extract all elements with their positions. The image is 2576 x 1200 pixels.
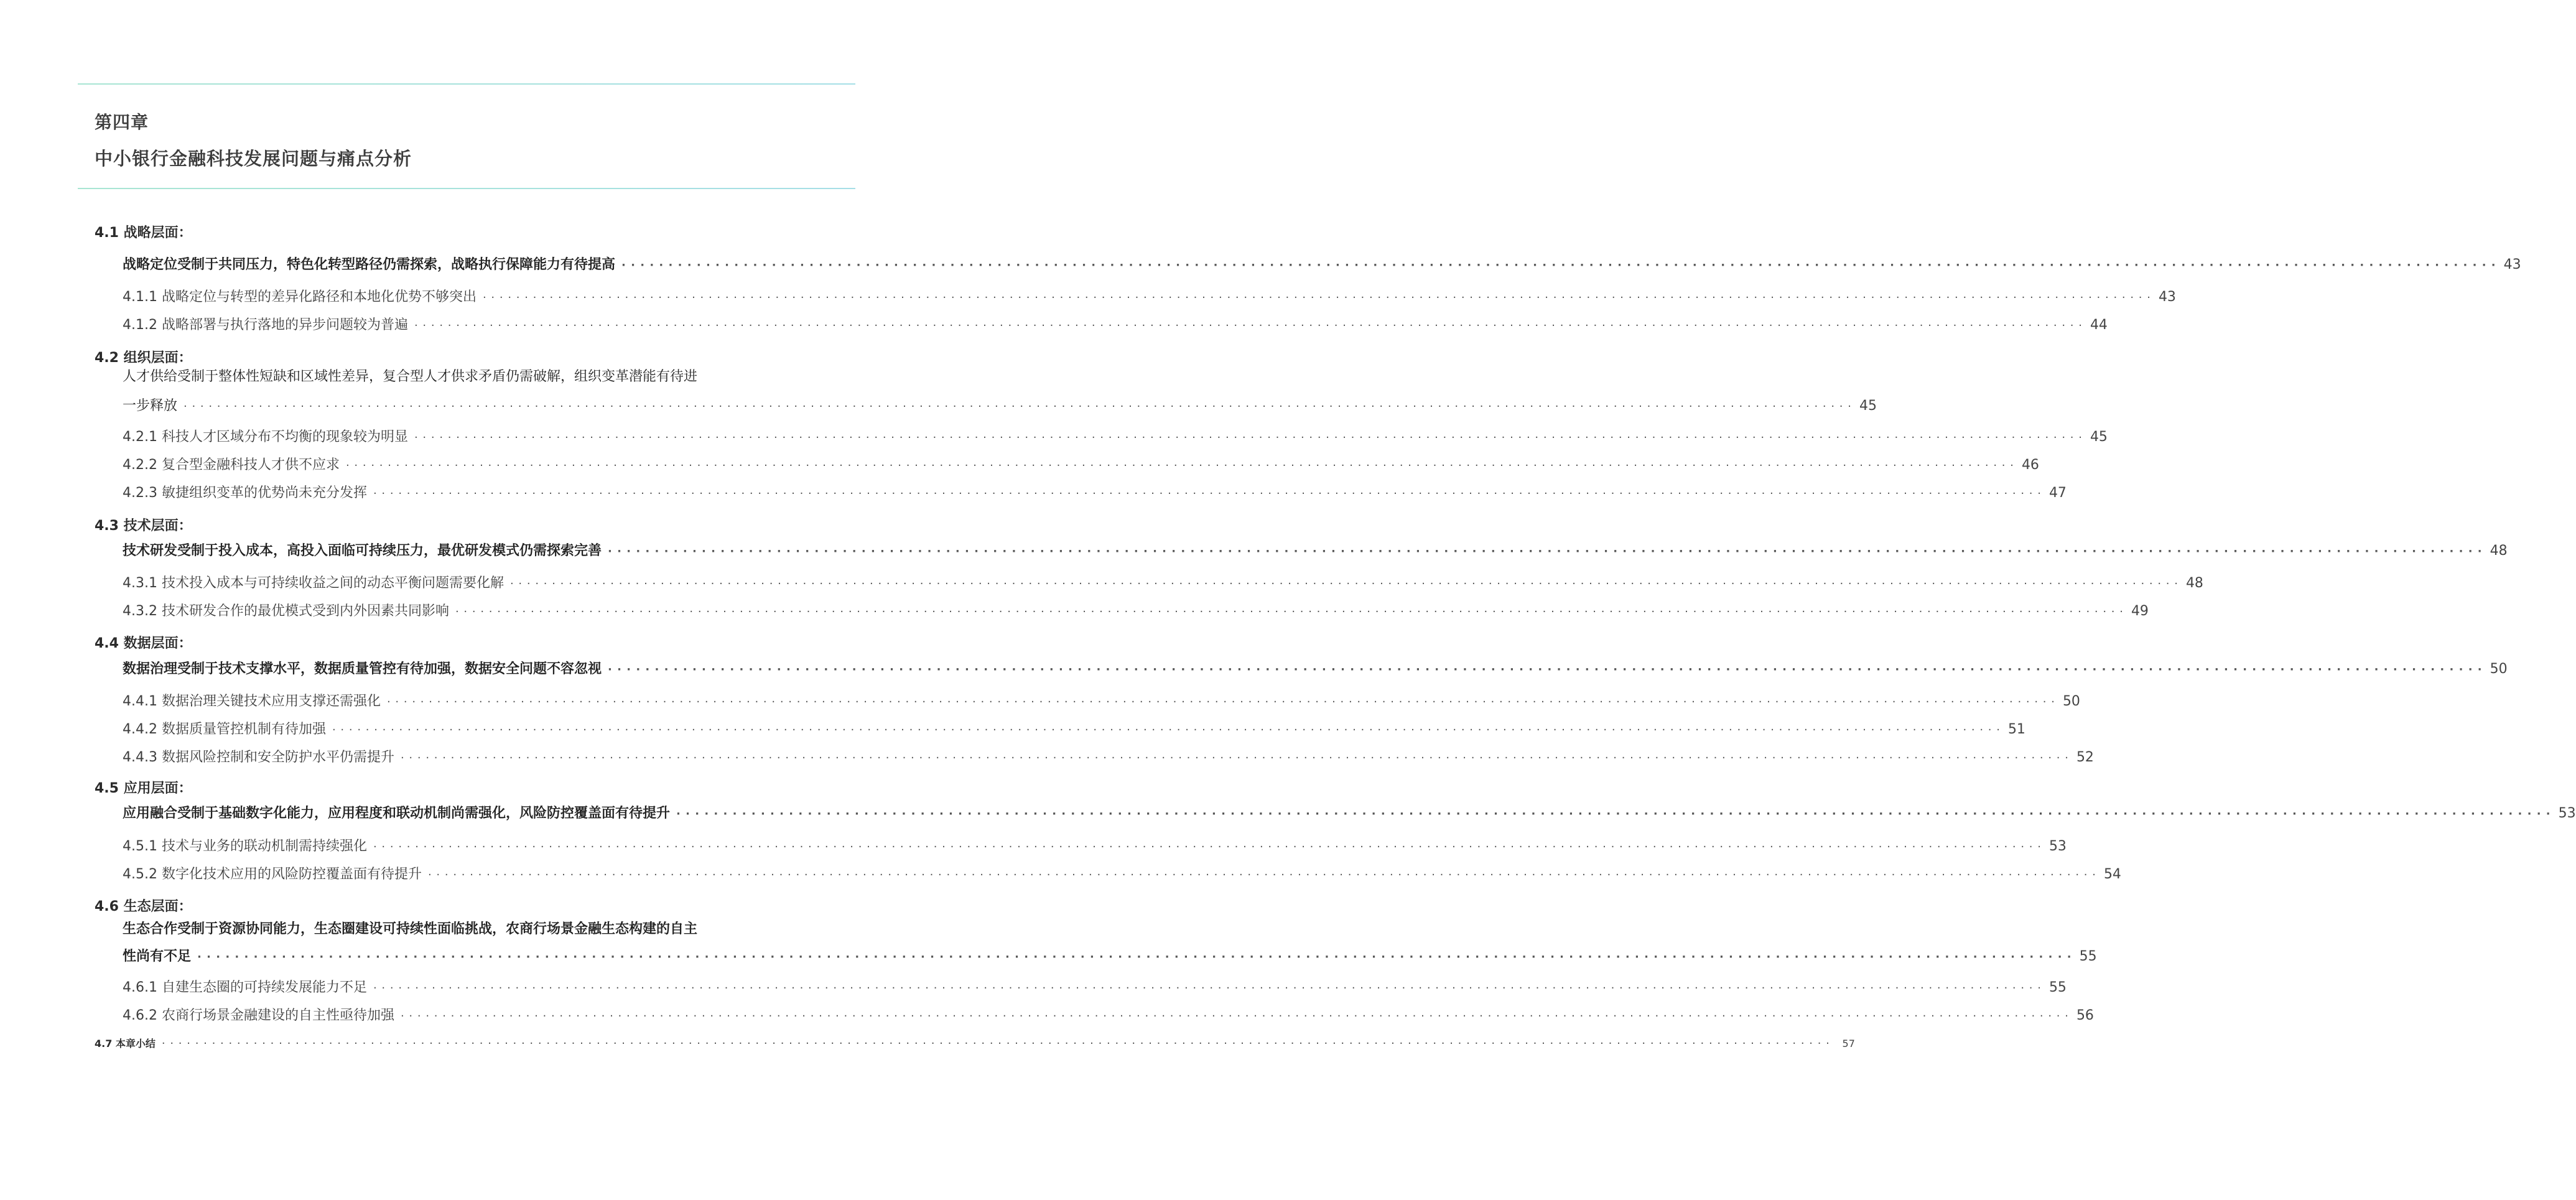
dot-leader: · · · · · · · · · · · · · · · · · · · · · · · · · · · · · · · · · · · · · · · · · · · · · · · · · · · · · · · · · · · · · · · · · · · · · · · · · · · · · · · · · · · · · · · · · · · · · · · · · · · · · · · · · · · · · · · · · · · · · · · · · · · · · · · · · · · · · · · · · · · · · · · · · · · · · · · · · · · · · · · · · · · · · · · · · · · · · · · · · · · · · · · · · · · · · · · · · · · · · · · · [414,319,2083,332]
toc-entry-text: 4.4 数据层面： [95,636,192,651]
toc-entry-text: 技术研发受制于投入成本，高投入面临可持续压力，最优研发模式仍需探索完善 [123,543,602,559]
toc-entry-sub[interactable] [123,747,2094,766]
toc-entry-text: 性尚有不足 [123,949,192,964]
toc-page-number: 44 [2090,317,2108,333]
dot-leader: · · · · · · · · · · · · · · · · · · · · · · · · · · · · · · · · · · · · · · · · · · · · · · · · · · · · · · · · · · · · · · · · · · · · · · · · · · · · · · · · · · · · · · · · · · · · · · · · · · · · · · · · · · · · · · · · · · · · · · · · · · · · · · · · · · · · · · · · · · · · · · · · · · · · · · · · · · · · · · · · · · · · · · · · · · · · · · · · · · · · · · · · · · · · · · · · · · · · · · · · [400,1010,2069,1023]
toc-entry-sub[interactable] [123,977,2067,996]
dot-leader: · · · · · · · · · · · · · · · · · · · · · · · · · · · · · · · · · · · · · · · · · · · · · · · · · · · · · · · · · · · · · · · · · · · · · · · · · · · · · · · · · · · · · · · · · · · · · · · · · · · · · · · · · · · · · · · · · · · · · · · · · · · · · · · · · · · · · · · · · · · · · · · · · · · · · · · · · · · · · · · · · · · · · · · · · · · · · · · · · · · · · · · · · · · · · · · · · · · · · · · · [482,291,2151,304]
toc-entry-sub[interactable] [123,835,2067,855]
toc-page-number: 43 [2158,289,2176,305]
toc-entry-text: 4.5 应用层面： [95,781,192,796]
dot-leader: · · · · · · · · · · · · · · · · · · · · · · · · · · · · · · · · · · · · · · · · · · · · · · · · · · · · · · · · · · · · · · · · · · · · · · · · · · · · · · · · · · · · · · · · · · · · · · · · · · · · · · · · · · · · · · · · · · · · · · · · · · · · · · · · · · · · · · · · · · · · · · · · · · · · · · · · · · · · · · · · · · · · · · · · · · · · · · · · · · · · · · · · · · · · · · · · · · · · · · · · [400,751,2069,765]
toc-page-number: 54 [2103,867,2121,882]
toc-page-number: 47 [2048,485,2067,501]
dot-leader: · · · · · · · · · · · · · · · · · · · · · · · · · · · · · · · · · · · · · · · · · · · · · · · · · · · · · · · · · · · · · · · · · · · · · · · · · · · · · · · · · · · · · · · · · · · · · · · · · · · · · · · · · · · · · · · · · · · · · · · · · · · · · · · · · · · · · · · · · · · · · · · · · · · · · · · · · · · · · · · · · · · · · · · · · · · · · · · · · · · · · · · · · · · · · · · · · · · · · · · · [161,1037,1830,1050]
toc-entry-summary[interactable] [123,658,2508,677]
toc-entry-cont[interactable] [123,395,1877,414]
toc-entry-text: 应用融合受制于基础数字化能力，应用程度和联动机制尚需强化，风险防控覆盖面有待提升 [123,806,671,821]
dot-leader: · · · · · · · · · · · · · · · · · · · · · · · · · · · · · · · · · · · · · · · · · · · · · · · · · · · · · · · · · · · · · · · · · · · · · · · · · · · · · · · · · · · · · · · · · · · · · · · · · · · · · · · · · · · · · · · · · · · · · · · · · · · · · · · · · · · · · · · · · · · · · · · · · · · · · · · · · · · · · · · · · · · · · · · · · · · · · · · · · · · · · · · · · · · · · · · · · · · · · · · · [414,431,2083,444]
toc-page-number: 56 [2076,1008,2094,1023]
toc-entry-summary[interactable] [123,802,2576,822]
toc-page-number: 57 [1842,1038,1855,1049]
toc-entry-text: 4.1.1 战略定位与转型的差异化路径和本地化优势不够突出 [123,289,477,305]
toc-entry-text: 4.4.2 数据质量管控机制有待加强 [123,722,326,737]
dot-leader: · · · · · · · · · · · · · · · · · · · · · · · · · · · · · · · · · · · · · · · · · · · · · · · · · · · · · · · · · · · · · · · · · · · · · · · · · · · · · · · · · · · · · · · · · · · · · · · · · · · · · · · · · · · · · · · · · · · · · · · · · · · · · · · · · · · · · · · · · · · · · · · · · · · · · · · · · · · · · · · · · · · · · · · · · · · · · · · · · · · · · · · · · · · · · · · · · · · · · · · · [509,577,2178,590]
toc-entry-text: 4.3 技术层面： [95,518,192,534]
toc-page-number: 53 [2048,839,2067,854]
toc-entry-final[interactable] [95,1036,1855,1050]
toc-entry-text: 4.6.2 农商行场景金融建设的自主性亟待加强 [123,1008,394,1023]
toc-entry-sub[interactable] [123,719,2025,738]
toc-page-number: 46 [2021,457,2039,473]
toc-entry-cont[interactable] [123,946,2097,965]
dot-leader: · · · · · · · · · · · · · · · · · · · · · · · · · · · · · · · · · · · · · · · · · · · · · · · · · · · · · · · · · · · · · · · · · · · · · · · · · · · · · · · · · · · · · · · · · · · · · · · · · · · · · · · · · · · · · · · · · · · · · · · · · · · · · · · · · · · · · · · · · · · · · · · · · · · · · · · · · · · · · · · · · · · · · · · · · · · · · · · · · · · · · · · · · · · · · · · · · · · · · · · · [386,695,2055,709]
toc-page-number: 51 [2007,722,2025,737]
toc-entry-text: 人才供给受制于整体性短缺和区域性差异，复合型人才供求矛盾仍需破解，组织变革潜能有待进 [123,369,698,384]
dot-leader: · · · · · · · · · · · · · · · · · · · · · · · · · · · · · · · · · · · · · · · · · · · · · · · · · · · · · · · · · · · · · · · · · · · · · · · · · · · · · · · · · · · · · · · · · · · · · · · · · · · · · · · · · · · · · · · · · · · · · · · · · · · · · · · · · · · · · · · · · · · · · · · · · · · · · · · · · · · · · · · · · · · · · · · · · · · · · · · · · · · · · · · · · · · · · · · · · · · · · · · · [427,868,2096,881]
toc-entry-sub[interactable] [123,600,2149,620]
toc-entry-sub[interactable] [123,426,2108,445]
dot-leader: · · · · · · · · · · · · · · · · · · · · · · · · · · · · · · · · · · · · · · · · · · · · · · · · · · · · · · · · · · · · · · · · · · · · · · · · · · · · · · · · · · · · · · · · · · · · · · · · · · · · · · · · · · · · · · · · · · · · · · · · · · · · · · · · · · · · · · · · · · · · · · · · · · · · · · · · · · · · · · · · · · · · · · · · · · · · · · · · · · · · · · · · · · · · · · · · · · · · · · · · [676,807,2551,821]
toc-entry-text: 战略定位受制于共同压力，特色化转型路径仍需探索，战略执行保障能力有待提高 [123,257,616,272]
toc-entry-sub[interactable] [123,482,2067,501]
toc-entry-text: 4.2.3 敏捷组织变革的优势尚未充分发挥 [123,485,367,501]
toc-page-number: 50 [2062,694,2080,709]
toc-entry-section[interactable] [95,896,192,915]
chapter-title: 中小银行金融科技发展问题与痛点分析 [95,148,412,169]
dot-leader: · · · · · · · · · · · · · · · · · · · · · · · · · · · · · · · · · · · · · · · · · · · · · · · · · · · · · · · · · · · · · · · · · · · · · · · · · · · · · · · · · · · · · · · · · · · · · · · · · · · · · · · · · · · · · · · · · · · · · · · · · · · · · · · · · · · · · · · · · · · · · · · · · · · · · · · · · · · · · · · · · · · · · · · · · · · · · · · · · · · · · · · · · · · · · · · · · · · · · · · · [197,951,2072,964]
toc-page-number: 55 [2079,949,2097,964]
toc-entry-sub[interactable] [123,863,2121,883]
toc-entry-text: 4.5.1 技术与业务的联动机制需持续强化 [123,839,367,854]
toc-entry-summary[interactable] [123,254,2521,273]
toc-entry-text: 4.3.1 技术投入成本与可持续收益之间的动态平衡问题需要化解 [123,575,504,591]
toc-entry-summary[interactable] [123,366,697,385]
toc-entry-sub[interactable] [123,1005,2094,1024]
dot-leader: · · · · · · · · · · · · · · · · · · · · · · · · · · · · · · · · · · · · · · · · · · · · · · · · · · · · · · · · · · · · · · · · · · · · · · · · · · · · · · · · · · · · · · · · · · · · · · · · · · · · · · · · · · · · · · · · · · · · · · · · · · · · · · · · · · · · · · · · · · · · · · · · · · · · · · · · · · · · · · · · · · · · · · · · · · · · · · · · · · · · · · · · · · · · · · · · · · · · · · · · [373,982,2042,995]
dot-leader: · · · · · · · · · · · · · · · · · · · · · · · · · · · · · · · · · · · · · · · · · · · · · · · · · · · · · · · · · · · · · · · · · · · · · · · · · · · · · · · · · · · · · · · · · · · · · · · · · · · · · · · · · · · · · · · · · · · · · · · · · · · · · · · · · · · · · · · · · · · · · · · · · · · · · · · · · · · · · · · · · · · · · · · · · · · · · · · · · · · · · · · · · · · · · · · · · · · · · · · · [608,663,2483,676]
toc-entry-text: 4.7 本章小结 [95,1038,156,1049]
toc-page-number: 50 [2490,661,2508,677]
toc-entry-section[interactable] [95,347,192,366]
toc-page-number: 49 [2131,603,2149,619]
toc-entry-section[interactable] [95,778,192,797]
toc-entry-text: 4.4.1 数据治理关键技术应用支撑还需强化 [123,694,381,709]
dot-leader: · · · · · · · · · · · · · · · · · · · · · · · · · · · · · · · · · · · · · · · · · · · · · · · · · · · · · · · · · · · · · · · · · · · · · · · · · · · · · · · · · · · · · · · · · · · · · · · · · · · · · · · · · · · · · · · · · · · · · · · · · · · · · · · · · · · · · · · · · · · · · · · · · · · · · · · · · · · · · · · · · · · · · · · · · · · · · · · · · · · · · · · · · · · · · · · · · · · · · · · · [184,400,1852,413]
dot-leader: · · · · · · · · · · · · · · · · · · · · · · · · · · · · · · · · · · · · · · · · · · · · · · · · · · · · · · · · · · · · · · · · · · · · · · · · · · · · · · · · · · · · · · · · · · · · · · · · · · · · · · · · · · · · · · · · · · · · · · · · · · · · · · · · · · · · · · · · · · · · · · · · · · · · · · · · · · · · · · · · · · · · · · · · · · · · · · · · · · · · · · · · · · · · · · · · · · · · · · · · [332,723,2001,737]
toc-entry-sub[interactable] [123,691,2080,710]
toc-entry-section[interactable] [95,633,192,652]
toc-entry-text: 4.6.1 自建生态圈的可持续发展能力不足 [123,980,367,995]
toc-entry-sub[interactable] [123,314,2108,333]
toc-entry-text: 4.5.2 数字化技术应用的风险防控覆盖面有待提升 [123,867,422,882]
dot-leader: · · · · · · · · · · · · · · · · · · · · · · · · · · · · · · · · · · · · · · · · · · · · · · · · · · · · · · · · · · · · · · · · · · · · · · · · · · · · · · · · · · · · · · · · · · · · · · · · · · · · · · · · · · · · · · · · · · · · · · · · · · · · · · · · · · · · · · · · · · · · · · · · · · · · · · · · · · · · · · · · · · · · · · · · · · · · · · · · · · · · · · · · · · · · · · · · · · · · · · · · [621,259,2496,272]
toc-entry-text: 4.1 战略层面： [95,225,192,241]
toc-page-number: 53 [2558,806,2576,821]
toc-page-number: 45 [2090,429,2108,445]
dot-leader: · · · · · · · · · · · · · · · · · · · · · · · · · · · · · · · · · · · · · · · · · · · · · · · · · · · · · · · · · · · · · · · · · · · · · · · · · · · · · · · · · · · · · · · · · · · · · · · · · · · · · · · · · · · · · · · · · · · · · · · · · · · · · · · · · · · · · · · · · · · · · · · · · · · · · · · · · · · · · · · · · · · · · · · · · · · · · · · · · · · · · · · · · · · · · · · · · · · · · · · · [345,459,2014,472]
toc-entry-text: 数据治理受制于技术支撑水平，数据质量管控有待加强，数据安全问题不容忽视 [123,661,602,677]
toc-entry-text: 4.2 组织层面： [95,350,192,366]
toc-entry-text: 4.4.3 数据风险控制和安全防护水平仍需提升 [123,750,394,765]
toc-entry-text: 4.6 生态层面： [95,899,192,914]
toc-entry-summary[interactable] [123,918,697,937]
toc-entry-sub[interactable] [123,572,2203,592]
toc-entry-text: 4.1.2 战略部署与执行落地的异步问题较为普遍 [123,317,408,333]
dot-leader: · · · · · · · · · · · · · · · · · · · · · · · · · · · · · · · · · · · · · · · · · · · · · · · · · · · · · · · · · · · · · · · · · · · · · · · · · · · · · · · · · · · · · · · · · · · · · · · · · · · · · · · · · · · · · · · · · · · · · · · · · · · · · · · · · · · · · · · · · · · · · · · · · · · · · · · · · · · · · · · · · · · · · · · · · · · · · · · · · · · · · · · · · · · · · · · · · · · · · · · · [373,487,2042,500]
toc-page-number: 52 [2076,750,2094,765]
toc-entry-text: 4.2.2 复合型金融科技人才供不应求 [123,457,340,473]
dot-leader: · · · · · · · · · · · · · · · · · · · · · · · · · · · · · · · · · · · · · · · · · · · · · · · · · · · · · · · · · · · · · · · · · · · · · · · · · · · · · · · · · · · · · · · · · · · · · · · · · · · · · · · · · · · · · · · · · · · · · · · · · · · · · · · · · · · · · · · · · · · · · · · · · · · · · · · · · · · · · · · · · · · · · · · · · · · · · · · · · · · · · · · · · · · · · · · · · · · · · · · · [608,545,2483,558]
toc-entry-text: 4.2.1 科技人才区域分布不均衡的现象较为明显 [123,429,408,445]
toc-page-number: 48 [2490,543,2508,559]
toc-entry-text: 4.3.2 技术研发合作的最优模式受到内外因素共同影响 [123,603,449,619]
chapter-label: 第四章 [95,112,149,133]
toc-page-number: 43 [2503,257,2521,272]
toc-entry-text: 一步释放 [123,398,178,414]
toc-page-number: 55 [2048,980,2067,995]
toc-entry-sub[interactable] [123,454,2039,473]
toc-entry-text: 生态合作受制于资源协同能力，生态圈建设可持续性面临挑战，农商行场景金融生态构建的自主 [123,921,698,937]
dot-leader: · · · · · · · · · · · · · · · · · · · · · · · · · · · · · · · · · · · · · · · · · · · · · · · · · · · · · · · · · · · · · · · · · · · · · · · · · · · · · · · · · · · · · · · · · · · · · · · · · · · · · · · · · · · · · · · · · · · · · · · · · · · · · · · · · · · · · · · · · · · · · · · · · · · · · · · · · · · · · · · · · · · · · · · · · · · · · · · · · · · · · · · · · · · · · · · · · · · · · · · · [373,840,2042,853]
toc-entry-section[interactable] [95,222,192,241]
toc-entry-summary[interactable] [123,540,2508,559]
dot-leader: · · · · · · · · · · · · · · · · · · · · · · · · · · · · · · · · · · · · · · · · · · · · · · · · · · · · · · · · · · · · · · · · · · · · · · · · · · · · · · · · · · · · · · · · · · · · · · · · · · · · · · · · · · · · · · · · · · · · · · · · · · · · · · · · · · · · · · · · · · · · · · · · · · · · · · · · · · · · · · · · · · · · · · · · · · · · · · · · · · · · · · · · · · · · · · · · · · · · · · · · [455,605,2124,618]
toc-entry-sub[interactable] [123,286,2176,305]
toc-page-number: 45 [1859,398,1877,414]
toc-entry-section[interactable] [95,515,192,534]
toc-page-number: 48 [2185,575,2203,591]
